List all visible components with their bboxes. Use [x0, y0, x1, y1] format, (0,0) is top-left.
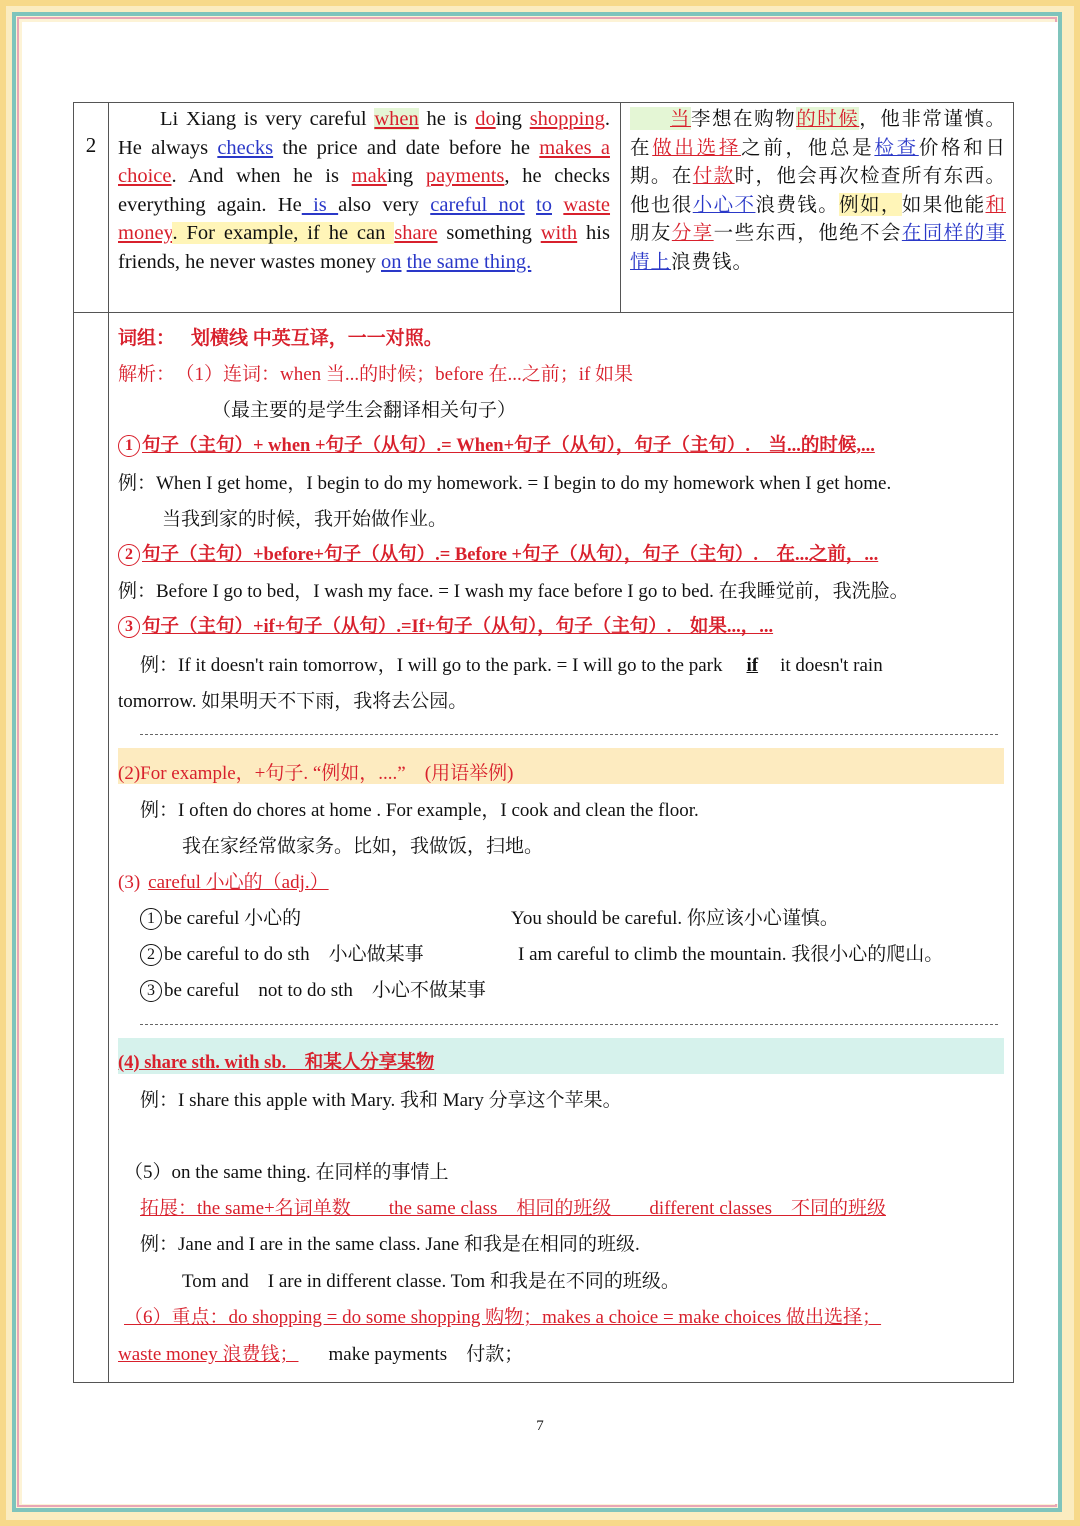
careful-item-3: 3 be careful not to do sth 小心不做某事 [140, 975, 486, 1002]
column-divider-translation [620, 103, 621, 312]
column-divider-number [108, 103, 109, 1382]
example-when-cn: 当我到家的时候，我开始做作业。 [162, 509, 448, 530]
phrase-makes-a-choice: makes a choice [118, 136, 610, 187]
key-points-line-2: waste money 浪费钱； make payments 付款； [118, 1344, 524, 1365]
chinese-paragraph: 当李想在购物的时候，他非常谨慎。在做出选择之前，他总是检查价格和日期。在付款时，他会再次检查所有东西。他也很小心不浪费钱。例如，如果他能和朋友分享一些东西，他绝不会在同样的事情上浪费钱。 [630, 107, 1006, 273]
careful-item-1-example: You should be careful. 你应该小心谨慎。 [511, 908, 839, 929]
word-shopping: shopping [529, 108, 605, 130]
careful-item-2: 2 be careful to do sth 小心做某事 [140, 939, 424, 966]
rule-when: 1 句子（主句）+ when +句子（从句）.= When+句子（从句），句子（主句）. 当...的时候,... [118, 431, 875, 457]
page-number: 7 [536, 1418, 544, 1434]
row-number: 2 [85, 133, 97, 157]
for-example-title: (2)For example，+句子. “例如，....” (用语举例) [118, 763, 514, 784]
same-thing-title: （5）on the same thing. 在同样的事情上 [124, 1162, 449, 1183]
example-same-class: 例：Jane and I are in the same class. Jane 和我是在相同的班级. [140, 1234, 640, 1255]
word-share: share [394, 222, 438, 244]
phrase-waste-money: waste money [118, 193, 611, 244]
example-for-example-en: 例：I often do chores at home . For example，I cook and clean the floor. [140, 800, 699, 821]
example-different-class: Tom and I are in different classe. Tom 和我是在不同的班级。 [182, 1271, 680, 1292]
word-when: when [374, 108, 419, 130]
word-checks: checks [217, 136, 274, 159]
example-share: 例：I share this apple with Mary. 我和 Mary 分享这个苹果。 [140, 1090, 622, 1111]
phrase-the-same-thing: the same thing. [406, 250, 532, 273]
example-before: 例：Before I go to bed，I wash my face. = I wash my face before I go to bed. 在我睡觉前，我洗脸。 [118, 581, 909, 602]
rule-before: 2 句子（主句）+before+句子（从句）.= Before +句子（从句），句子（主句）. 在...之前，... [118, 540, 878, 566]
analysis-subnote: （最主要的是学生会翻译相关句子） [212, 400, 517, 421]
example-if-a: 例：If it doesn't rain tomorrow，I will go to the park. = I will go to the park if it doesn't rain [140, 655, 883, 676]
careful-title: (3) careful 小心的（adj.） [118, 872, 329, 893]
share-title: (4) share sth. with sb. 和某人分享某物 [118, 1053, 435, 1073]
careful-item-2-example: I am careful to climb the mountain. 我很小心的爬山。 [518, 944, 944, 965]
key-points-line-1: （6）重点：do shopping = do some shopping 购物；makes a choice = make choices 做出选择； [124, 1307, 882, 1328]
rule-if: 3 句子（主句）+if+句子（从句）.=If+句子（从句），句子（主句）. 如果...，... [118, 612, 773, 638]
example-if-b: tomorrow. 如果明天不下雨，我将去公园。 [118, 691, 468, 712]
phrase-careful-not: careful not [430, 193, 525, 216]
example-for-example-cn: 我在家经常做家务。比如，我做饭，扫地。 [182, 836, 544, 857]
word-payments: payments [425, 165, 505, 187]
same-extension: 拓展：the same+名词单数 the same class 相同的班级 different classes 不同的班级 [140, 1198, 886, 1219]
dashed-divider [140, 734, 998, 735]
row-divider [74, 312, 1013, 313]
lesson-table [73, 102, 1014, 1383]
english-paragraph: Li Xiang is very careful when he is doing shopping. He always checks the price and date before he makes a choice. And when he is making payments, he checks everything again. He is also very careful not to waste money. For example, if he can share something with his friends, he never wastes money on the same thing. [118, 108, 611, 273]
example-when-en: 例：When I get home，I begin to do my homework. = I begin to do my homework when I get home. [118, 473, 892, 494]
phrase-instruction: 词组： 划横线 中英互译，一一对照。 [118, 328, 443, 349]
dashed-divider-2 [140, 1024, 998, 1025]
careful-item-1: 1 be careful 小心的 [140, 903, 301, 930]
word-with: with [540, 222, 578, 244]
analysis-line: 解析： （1）连词：when 当...的时候；before 在...之前；if 如果 [118, 364, 634, 385]
